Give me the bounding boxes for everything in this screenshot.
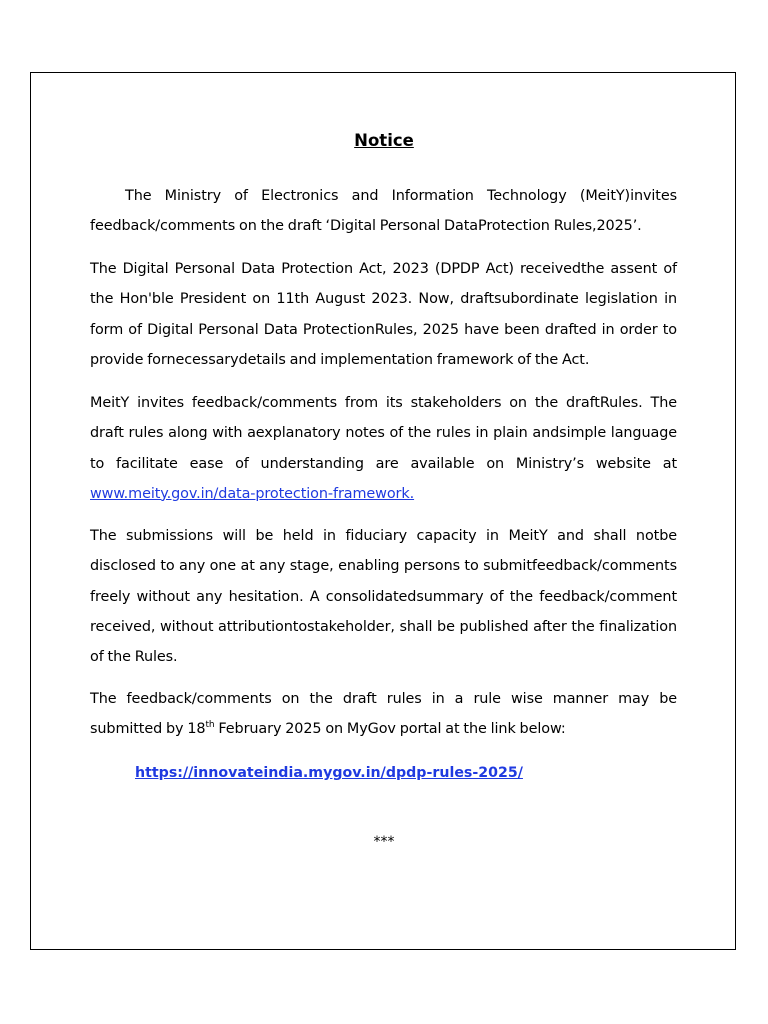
paragraph-stakeholders <box>90 388 677 509</box>
paragraph-invitation: The Ministry of Electronics and Information Technology (MeitY)invites feedback/comments on the draft ‘Digital Personal DataProtection Rules,2025’. <box>90 188 677 235</box>
deadline-text-end: February 2025 on MyGov portal at the link below: <box>214 721 566 738</box>
notice-title: Notice <box>354 131 414 150</box>
paragraph-dpdp-act: The Digital Personal Data Protection Act, 2023 (DPDP Act) receivedthe assent of the Hon'ble President on 11th August 2023. Now, draftsubordinate legislation in form of Digital Personal Data ProtectionRules, 2025 have been drafted in order to provide fornecessarydetails and implementation framework of the Act. <box>90 261 677 368</box>
end-mark: *** <box>373 834 395 850</box>
deadline-ordinal-suffix: th <box>205 720 215 731</box>
paragraph-submissions: The submissions will be held in fiduciary capacity in MeitY and shall notbe disclosed to any one at any stage, enabling persons to submitfeedback/comments freely without any hesitation. A consolidatedsummary of the feedback/comment received, without attributiontostakeholder, shall be published after the finalization of the Rules. <box>90 528 677 666</box>
meity-website-link[interactable]: www.meity.gov.in/data-protection-framework. <box>90 485 415 502</box>
deadline-text-start: The feedback/comments on the draft rules in a rule wise manner may be submitted by 18 <box>90 691 677 738</box>
paragraph-stakeholders-text: MeitY invites feedback/comments from its stakeholders on the draftRules. The draft rules along with aexplanatory notes of the rules in plain andsimple language to facilitate ease of understanding are available on Ministry’s website at <box>90 395 677 472</box>
paragraph-deadline <box>90 684 677 745</box>
mygov-portal-link[interactable]: https://innovateindia.mygov.in/dpdp-rules-2025/ <box>135 765 523 781</box>
